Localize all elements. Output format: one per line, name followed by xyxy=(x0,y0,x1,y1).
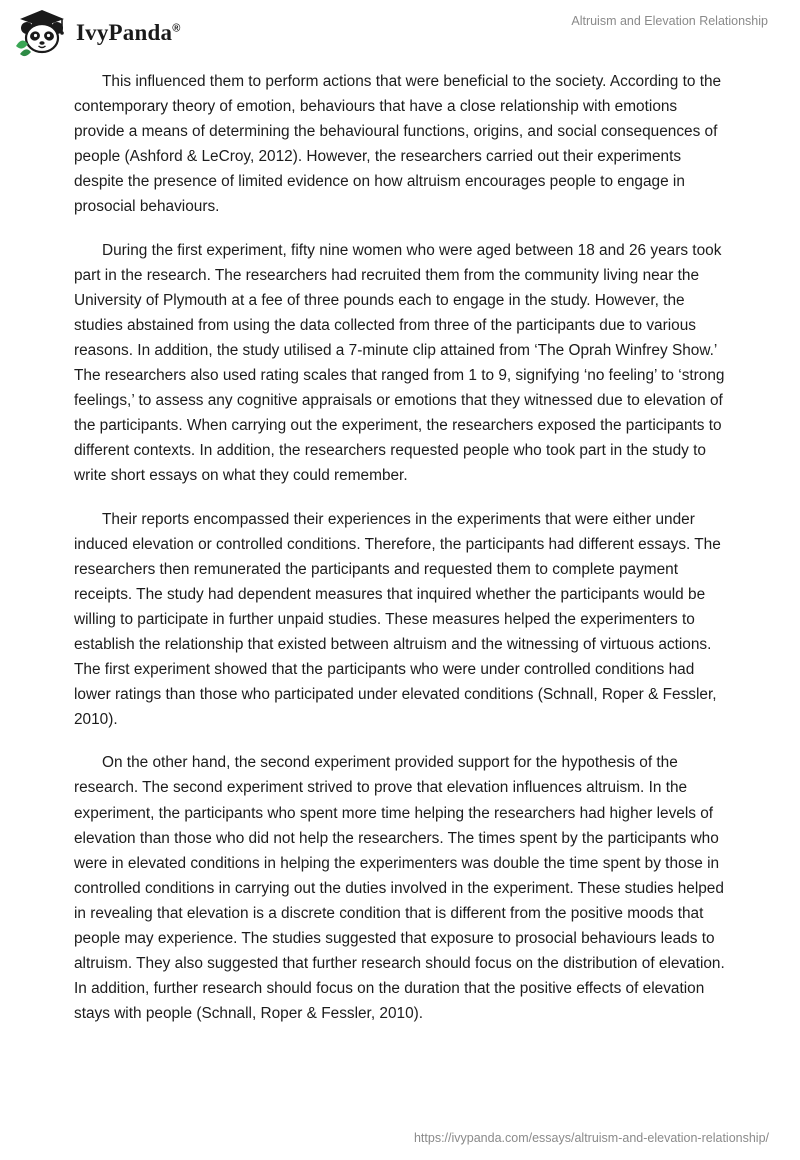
paragraph: Their reports encompassed their experiences in the experiments that were either under induced elevation or controlled conditions. Therefore, the participants had different essays. The researchers then remunerated the participants and requested them to complete payment receipts. The study had dependent measures that inquired whether the participants would be willing to participate in further unpaid studies. These measures helped the experimenters to establish the relationship that existed between altruism and the witnessing of virtuous actions. The first experiment showed that the participants who were under controlled conditions had lower ratings than those who participated under elevated conditions (Schnall, Roper & Fessler, 2010). xyxy=(74,510,721,729)
brand-name xyxy=(76,20,181,46)
essay-body xyxy=(74,69,730,1044)
paragraph: During the first experiment, fifty nine women who were aged between 18 and 26 years took part in the research. The researchers had recruited them from the community living near the University of Plymouth at a fee of three pounds each to engage in the study. However, the studies abstained from using the data collected from three of the participants due to various reasons. In addition, the study utilised a 7-minute clip attained from ‘The Oprah Winfrey Show.’ The researchers also used rating scales that ranged from 1 to 9, signifying ‘no feeling’ to ‘strong feelings,’ to assess any cognitive appraisals or emotions that they witnessed due to elevation of the participants. When carrying out the experiment, the researchers exposed the participants to different contexts. In addition, the researchers requested people who took part in the study to write short essays on what they could remember. xyxy=(74,241,725,485)
panda-graduate-icon xyxy=(12,6,72,58)
source-url[interactable]: https://ivypanda.com/essays/altruism-and-elevation-relationship/ xyxy=(413,1131,769,1145)
brand-logo[interactable] xyxy=(12,6,181,58)
document-title: Altruism and Elevation Relationship xyxy=(571,14,768,28)
registered-mark: ® xyxy=(172,22,181,35)
brand-name-text: IvyPanda xyxy=(76,20,173,45)
paragraph: On the other hand, the second experiment provided support for the hypothesis of the research. The second experiment strived to prove that elevation influences altruism. In the experiment, the participants who spent more time helping the researchers had higher levels of elevation than those who did not help the researchers. The times spent by the participants who were in elevated conditions in helping the experimenters was double the time spent by those in controlled conditions in carrying out the duties involved in the experiment. These studies helped in revealing that elevation is a discrete condition that is different from the positive moods that people may experience. The studies suggested that exposure to prosocial behaviours leads to altruism. They also suggested that further research should focus on the distribution of elevation. In addition, further research should focus on the duration that the positive effects of elevation stays with people (Schnall, Roper & Fessler, 2010). xyxy=(74,754,725,1023)
page-header xyxy=(0,0,800,64)
paragraph: This influenced them to perform actions that were beneficial to the society. According to the contemporary theory of emotion, behaviours that have a close relationship with emotions provide a means of determining the behavioural functions, origins, and social consequences of people (Ashford & LeCroy, 2012). However, the researchers carried out their experiments despite the presence of limited evidence on how altruism encourages people to engage in prosocial behaviours. xyxy=(74,73,722,216)
